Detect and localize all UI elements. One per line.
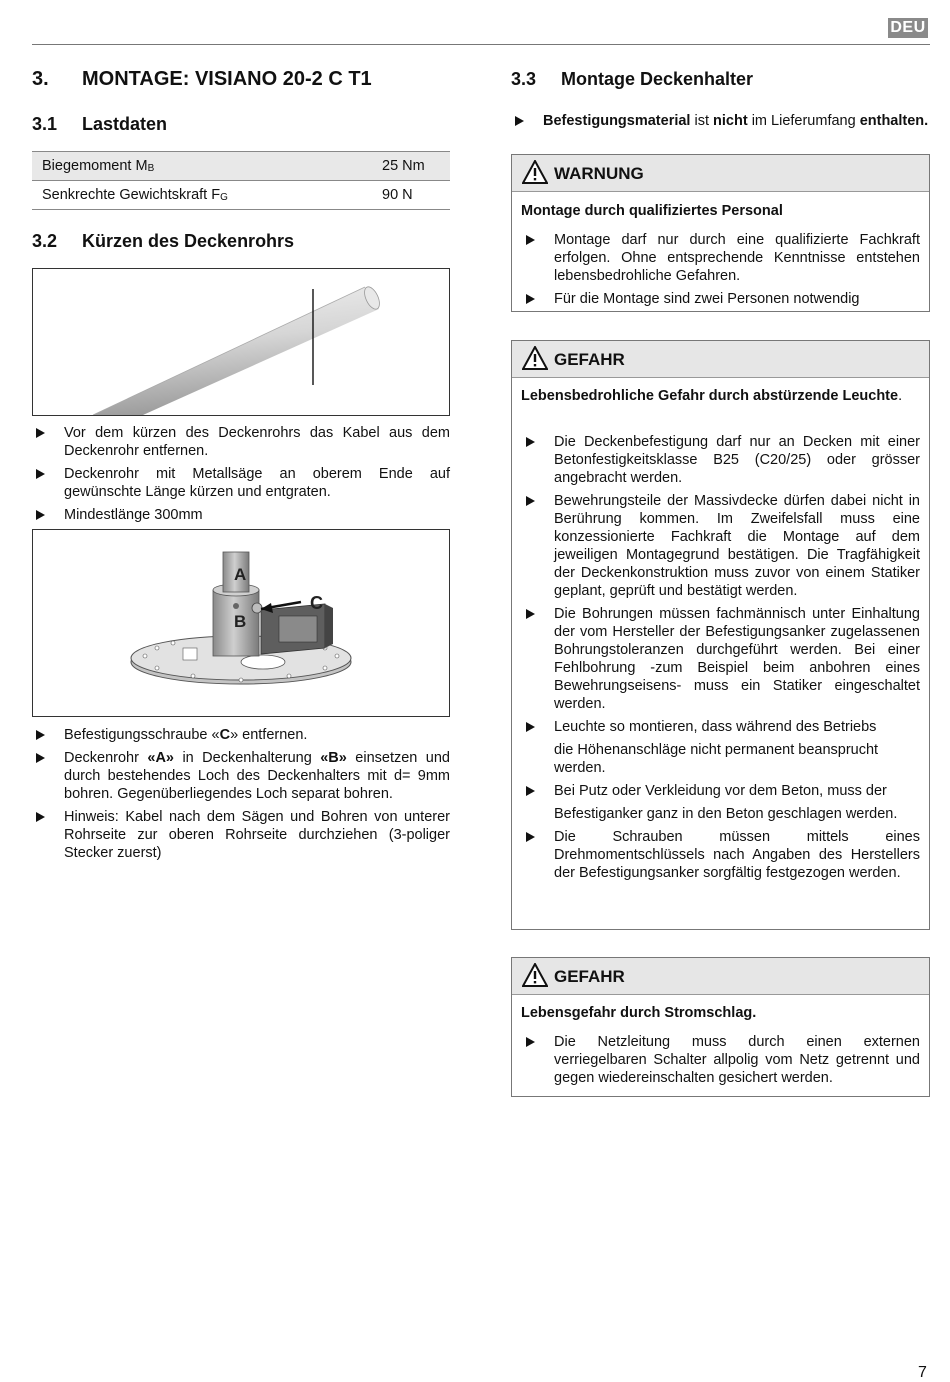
section-3-title: MONTAGE: VISIANO 20-2 C T1 <box>82 68 372 90</box>
warning-items <box>522 231 920 308</box>
arrow-bullet-icon <box>526 722 535 732</box>
section-3-3-number: 3.3 <box>511 69 537 89</box>
pipe-cutting-figure <box>32 268 450 416</box>
danger-items <box>522 1033 920 1087</box>
table-cell-value: 90 N <box>372 181 450 210</box>
ceiling-bracket-illustration <box>33 530 449 716</box>
section-3-3-heading <box>511 69 753 90</box>
warning-subtitle: Montage durch qualifiziertes Personal <box>521 203 783 219</box>
warning-header <box>512 155 929 192</box>
arrow-bullet-icon <box>36 510 45 520</box>
list-item: Befestigungsschraube «C» entfernen. <box>32 726 450 744</box>
arrow-bullet-icon <box>36 730 45 740</box>
list-item: Leuchte so montieren, dass während des Betriebs die Höhenanschläge nicht permanent beansprucht werden. <box>522 718 920 777</box>
list-item: Die Netzleitung muss durch einen externen verriegelbaren Schalter allpolig vom Netz getrennt und gegen wiedereinschalten gesichert werden. <box>522 1033 920 1087</box>
danger-subtitle: Lebensgefahr durch Stromschlag. <box>521 1005 757 1021</box>
list-item: Vor dem kürzen des Deckenrohrs das Kabel aus dem Deckenrohr entfernen. <box>32 424 450 460</box>
warning-triangle-icon <box>522 963 548 987</box>
table-cell-label: Biegemoment $M_B$ <box>32 152 372 181</box>
load-data-table <box>32 151 450 210</box>
table-cell-value: 25 Nm <box>372 152 450 181</box>
table-cell-label: Senkrechte Gewichtskraft $F_G$ <box>32 181 372 210</box>
section-3-number: 3. <box>32 68 49 90</box>
language-badge: DEU <box>888 18 928 38</box>
arrow-bullet-icon <box>36 753 45 763</box>
section-3-1-title: Lastdaten <box>82 114 168 134</box>
warning-box <box>511 154 930 312</box>
list-item: Mindestlänge 300mm <box>32 506 450 524</box>
section-3-1-number: 3.1 <box>32 114 58 134</box>
label-a: A <box>234 565 247 584</box>
list-item: Montage darf nur durch eine qualifizierte Fachkraft erfolgen. Ohne entsprechende Kenntnisse entstehen lebensbedrohliche Gefahren. <box>522 231 920 285</box>
table-row <box>32 152 450 181</box>
list-item: Deckenrohr «A» in Deckenhalterung «B» einsetzen und durch bestehendes Loch des Deckenhalters mit d= 9mm bohren. Gegenüberliegendes Loch separat bohren. <box>32 749 450 803</box>
danger-box-electric <box>511 957 930 1097</box>
arrow-bullet-icon <box>526 496 535 506</box>
arrow-bullet-icon <box>36 428 45 438</box>
section-3-3-title: Montage Deckenhalter <box>561 69 754 89</box>
ceiling-bracket-figure <box>32 529 450 717</box>
arrow-bullet-icon <box>36 812 45 822</box>
bracket-assembly-steps <box>32 726 450 862</box>
arrow-bullet-icon <box>515 116 524 126</box>
list-item: Hinweis: Kabel nach dem Sägen und Bohren von unterer Rohrseite zur oberen Rohrseite durchziehen (3-poliger Stecker zuerst) <box>32 808 450 862</box>
list-item: Bewehrungsteile der Massivdecke dürfen dabei nicht in Berührung kommen. Im Zweifelsfall muss eine konzessionierte Fachkraft die Montage auf dem jeweiligen Montagegrund bestätigen. Die Tragfähigkeit der Deckenkonstruktion muss zuvor von einem Statiker geplant, geprüft und bestätigt werden. <box>522 492 920 600</box>
pipe-cutting-steps <box>32 424 450 524</box>
list-item: Die Schrauben müssen mittels eines Drehmomentschlüssels nach Angaben des Herstellers der Befestigungsanker sorgfältig festgezogen werden. <box>522 828 920 882</box>
section-3-2-number: 3.2 <box>32 231 58 251</box>
arrow-bullet-icon <box>526 786 535 796</box>
section-3-1-heading <box>32 114 167 135</box>
table-row <box>32 181 450 210</box>
label-c: C <box>310 593 323 613</box>
header-rule <box>32 44 930 45</box>
arrow-bullet-icon <box>526 437 535 447</box>
warning-triangle-icon <box>522 160 548 184</box>
section-3-heading <box>32 68 372 91</box>
list-item: Die Bohrungen müssen fachmännisch unter Einhaltung der vom Hersteller der Befestigungsanker zugelassenen Bohrungstoleranzen durchgeführt werden. Bei einer Fehlbohrung -zum Beispiel beim anbohren eines Bewehrungseisens- muss ein Statiker eingeschaltet werden. <box>522 605 920 713</box>
section-3-2-title: Kürzen des Deckenrohrs <box>82 231 295 251</box>
mounting-note <box>511 112 929 130</box>
list-item: Die Deckenbefestigung darf nur an Decken mit einer Betonfestigkeitsklasse B25 (C20/25) oder grösser angebracht werden. <box>522 433 920 487</box>
list-item: Befestigungsmaterial ist nicht im Lieferumfang enthalten. <box>511 112 929 130</box>
arrow-bullet-icon <box>36 469 45 479</box>
danger-header <box>512 958 929 995</box>
danger-subtitle: Lebensbedrohliche Gefahr durch abstürzende Leuchte. <box>521 388 903 404</box>
page-number: 7 <box>918 1364 927 1381</box>
warning-title: WARNUNG <box>554 164 644 183</box>
danger-items <box>522 433 920 882</box>
list-item: Bei Putz oder Verkleidung vor dem Beton, muss der Befestiganker ganz in den Beton geschlagen werden. <box>522 782 920 823</box>
warning-triangle-icon <box>522 346 548 370</box>
danger-title: GEFAHR <box>554 350 625 369</box>
danger-title: GEFAHR <box>554 967 625 986</box>
ceiling-pipe-illustration <box>33 269 449 415</box>
danger-box-falling <box>511 340 930 930</box>
arrow-bullet-icon <box>526 832 535 842</box>
label-b: B <box>234 612 247 631</box>
arrow-bullet-icon <box>526 294 535 304</box>
danger-header <box>512 341 929 378</box>
list-item: Deckenrohr mit Metallsäge an oberem Ende auf gewünschte Länge kürzen und entgraten. <box>32 465 450 501</box>
arrow-bullet-icon <box>526 235 535 245</box>
arrow-bullet-icon <box>526 609 535 619</box>
arrow-bullet-icon <box>526 1037 535 1047</box>
list-item: Für die Montage sind zwei Personen notwendig <box>522 290 920 308</box>
section-3-2-heading <box>32 231 294 252</box>
